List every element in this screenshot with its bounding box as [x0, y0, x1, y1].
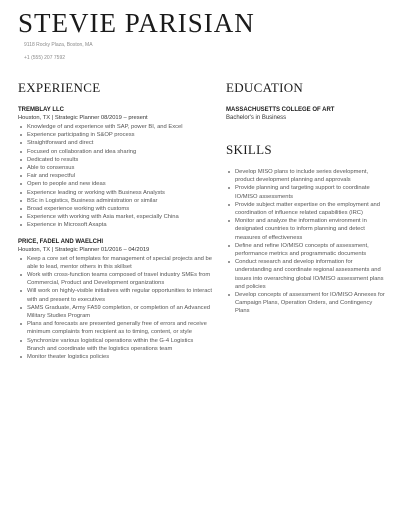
education-heading: EDUCATION: [226, 80, 304, 95]
list-item: Open to people and new ideas: [18, 180, 213, 188]
experience-column: [18, 80, 213, 369]
list-item: Broad experience working with customs: [18, 205, 213, 213]
list-item: Plans and forecasts are presented generally free of errors and receive minimum complaints from recipient as to timing, content, or style: [18, 320, 213, 336]
list-item: Monitor theater logistics policies: [18, 353, 213, 361]
list-item: Keep a core set of templates for management of special projects and be able to lead, mentor others in this skillset: [18, 255, 213, 271]
list-item: Experience in Microsoft Axapta: [18, 221, 213, 229]
job-organization: PRICE, FADEL AND WAELCHI: [18, 238, 104, 245]
list-item: Provide subject matter expertise on the employment and coordination of influence related capabilities (IRC): [226, 201, 386, 217]
skills-list: [226, 168, 386, 316]
list-item: Straightforward and direct: [18, 139, 213, 147]
job-entry: [18, 106, 213, 230]
job-entry: [18, 238, 213, 362]
list-item: Define and refine IO/MISO concepts of assessment, performance metrics and programmatic documents: [226, 242, 386, 258]
list-item: Fair and respectful: [18, 172, 213, 180]
list-item: SAMS Graduate, Army FA59 completion, or completion of an Advanced Military Studies Program: [18, 304, 213, 320]
candidate-name: STEVIE PARISIAN: [18, 8, 255, 38]
education-skills-column: [226, 80, 386, 316]
job-organization: TREMBLAY LLC: [18, 107, 65, 113]
list-item: Will work on highly-visible initiatives with regular opportunities to interact with and present to executives: [18, 287, 213, 303]
job-meta: Houston, TX | Strategic Planner 01/2016 – 04/2019: [18, 246, 150, 253]
list-item: Work with cross-function teams composed of travel industry SMEs from Commercial, Product and Development organizations: [18, 271, 213, 287]
list-item: BSc in Logistics, Business administration or similar: [18, 197, 213, 205]
list-item: Focused on collaboration and idea sharing: [18, 148, 213, 156]
list-item: Experience with working with Asia market, especially China: [18, 213, 213, 221]
list-item: Monitor and analyze the information environment in designated countries to inform planning and detect measures of effectiveness: [226, 217, 386, 242]
contact-phone: +1 (555) 207 7592: [24, 55, 66, 61]
contact-address: 9118 Rocky Plaza, Boston, MA: [24, 42, 93, 48]
experience-heading: EXPERIENCE: [18, 80, 101, 95]
list-item: Develop concepts of assessment for IO/MISO Annexes for Campaign Plans, Operation Orders, and Contingency Plans: [226, 291, 386, 316]
list-item: Dedicated to results: [18, 156, 213, 164]
job-meta: Houston, TX | Strategic Planner 08/2019 – present: [18, 115, 148, 121]
skills-heading: SKILLS: [226, 142, 272, 157]
list-item: Knowledge of and experience with SAP, power BI, and Excel: [18, 123, 213, 131]
list-item: Able to consensus: [18, 164, 213, 172]
list-item: Synchronize various logistical operations within the G-4 Logistics Branch and coordinate with the logistics operations team: [18, 337, 213, 353]
list-item: Experience participating in S&OP process: [18, 131, 213, 139]
education-school: MASSACHUSETTS COLLEGE OF ART: [226, 107, 335, 113]
job-bullet-list: [18, 123, 213, 230]
list-item: Experience leading or working with Business Analysts: [18, 189, 213, 197]
education-degree: Bachelor's in Business: [226, 115, 287, 121]
list-item: Provide planning and targeting support to coordinate IO/MISO assessments: [226, 184, 386, 200]
job-bullet-list: [18, 255, 213, 362]
list-item: Conduct research and develop information for understanding and coordinate regional assessments and issues into overarching global IO/MISO assessment plans and policies: [226, 258, 386, 291]
list-item: Develop MISO plans to include series development, product development planning and approvals: [226, 168, 386, 184]
